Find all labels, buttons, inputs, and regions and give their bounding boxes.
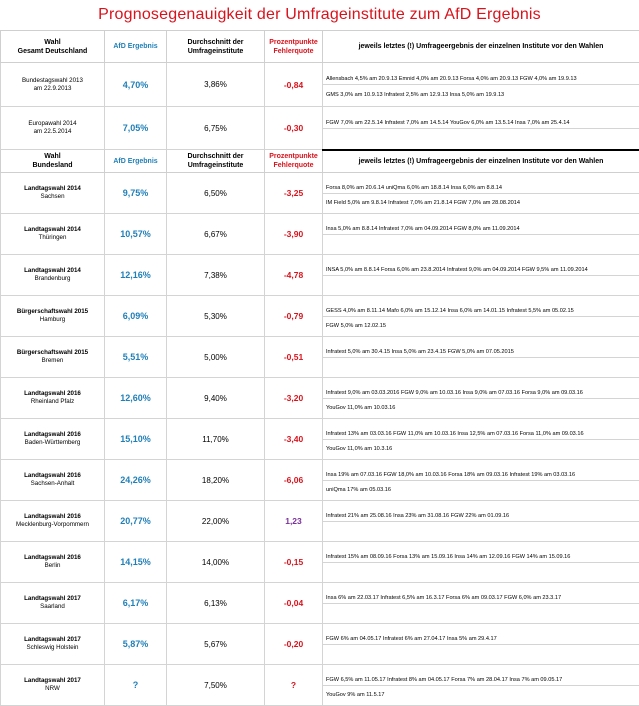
election-type: Landtagswahl 2017 <box>3 636 102 644</box>
institute-polls-line2: uniQma 17% am 05.03.16 <box>323 481 639 501</box>
institute-polls-line2: YouGov 11,0% am 10.03.16 <box>323 399 639 419</box>
institute-polls-line2: GMS 3,0% am 10.9.13 Infratest 2,5% am 12.9.13 Insa 5,0% am 19.9.13 <box>323 85 639 107</box>
election-date: am 22.9.2013 <box>34 85 72 92</box>
election-type: Landtagswahl 2014 <box>3 185 102 193</box>
poll-average: 5,67% <box>167 624 265 665</box>
institute-polls-line1: FGW 7,0% am 22.5.14 Infratest 7,0% am 14.5.14 YouGov 6,0% am 13.5.14 Insa 7,0% am 25.4.14 <box>323 107 639 129</box>
state-name: Thüringen <box>39 234 67 241</box>
election-name <box>1 63 105 107</box>
poll-average: 5,00% <box>167 337 265 378</box>
institute-polls-line1: Insa 6% am 22.03.17 Infratest 6,5% am 16.3.17 Forsa 6% am 09.03.17 FGW 6,0% am 23.3.17 <box>323 583 639 604</box>
error-value: -0,51 <box>265 337 323 378</box>
afd-result: 5,51% <box>105 337 167 378</box>
poll-average: 11,70% <box>167 419 265 460</box>
error-value: ? <box>265 665 323 706</box>
institute-polls-line1: Infratest 13% am 03.03.16 FGW 11,0% am 10.03.16 Insa 12,5% am 07.03.16 Forsa 11,0% am 09.03.16 <box>323 419 639 440</box>
election-name <box>1 378 105 419</box>
col-header-wahl <box>1 31 105 63</box>
institute-polls-line2 <box>323 129 639 150</box>
poll-average: 6,13% <box>167 583 265 624</box>
institute-polls-line2 <box>323 358 639 378</box>
afd-result: 24,26% <box>105 460 167 501</box>
col-header-avg-line1: Durchschnitt der <box>187 39 243 46</box>
table-row <box>1 337 639 358</box>
error-value: 1,23 <box>265 501 323 542</box>
state-name: Saarland <box>40 603 65 610</box>
afd-result: 4,70% <box>105 63 167 107</box>
poll-average: 5,30% <box>167 296 265 337</box>
state-name: Brandenburg <box>35 275 71 282</box>
page-title: Prognosegenauigkeit der Umfrageinstitute zum AfD Ergebnis <box>0 0 639 30</box>
institute-polls-line1: GESS 4,0% am 8.11.14 Mafo 6,0% am 15.12.14 Insa 6,0% am 14.01.15 Infratest 5,5% am 05.02.15 <box>323 296 639 317</box>
col-header-error-line1: Prozentpunkte <box>269 153 318 160</box>
institute-polls-line2 <box>323 522 639 542</box>
col-header-error <box>265 150 323 173</box>
institute-polls-line1: Insa 19% am 07.03.16 FGW 18,0% am 10.03.16 Forsa 18% am 09.03.16 Infratest 19% am 03.03.16 <box>323 460 639 481</box>
error-value: -6,06 <box>265 460 323 501</box>
institute-polls-line2 <box>323 276 639 296</box>
institute-polls-line2: FGW 5,0% am 12.02.15 <box>323 317 639 337</box>
institute-polls-line2: YouGov 9% am 11.5.17 <box>323 686 639 706</box>
table-row <box>1 501 639 522</box>
state-name: Schleswig Holstein <box>27 644 79 651</box>
institute-polls-line1: Infratest 5,0% am 30.4.15 Insa 5,0% am 23.4.15 FGW 5,0% am 07.05.2015 <box>323 337 639 358</box>
poll-average: 6,50% <box>167 173 265 214</box>
poll-average: 18,20% <box>167 460 265 501</box>
poll-average: 22,00% <box>167 501 265 542</box>
election-name <box>1 624 105 665</box>
col-header-error-line2: Fehlerquote <box>273 162 313 169</box>
institute-polls-line1: Infratest 21% am 25.08.16 Insa 23% am 31.08.16 FGW 22% am 01.09.16 <box>323 501 639 522</box>
error-value: -0,15 <box>265 542 323 583</box>
col-header-avg <box>167 31 265 63</box>
error-value: -3,40 <box>265 419 323 460</box>
table-row <box>1 173 639 194</box>
afd-result: 12,16% <box>105 255 167 296</box>
col-header-wahl-line2: Bundesland <box>32 162 72 169</box>
col-header-wahl-line1: Wahl <box>44 153 60 160</box>
poll-average: 6,75% <box>167 107 265 150</box>
poll-average: 7,38% <box>167 255 265 296</box>
table-row <box>1 378 639 399</box>
afd-result: 20,77% <box>105 501 167 542</box>
error-value: -0,30 <box>265 107 323 150</box>
election-type: Landtagswahl 2017 <box>3 595 102 603</box>
election-name <box>1 214 105 255</box>
error-value: -3,90 <box>265 214 323 255</box>
institute-polls-line1: Insa 5,0% am 8.8.14 Infratest 7,0% am 04.09.2014 FGW 8,0% am 11.09.2014 <box>323 214 639 235</box>
election-type: Landtagswahl 2014 <box>3 267 102 275</box>
afd-result: ? <box>105 665 167 706</box>
error-value: -0,04 <box>265 583 323 624</box>
col-header-afd: AfD Ergebnis <box>105 150 167 173</box>
error-value: -4,78 <box>265 255 323 296</box>
poll-average: 3,86% <box>167 63 265 107</box>
institute-polls-line1: Infratest 9,0% am 03.03.2016 FGW 9,0% am 10.03.16 Insa 9,0% am 07.03.16 Forsa 9,0% am 09.03.16 <box>323 378 639 399</box>
institute-polls-line1: Forsa 8,0% am 20.6.14 uniQma 6,0% am 18.8.14 Insa 6,0% am 8.8.14 <box>323 173 639 194</box>
election-name <box>1 173 105 214</box>
col-header-wahl-line1: Wahl <box>44 39 60 46</box>
error-value: -0,84 <box>265 63 323 107</box>
table-row <box>1 460 639 481</box>
election-name <box>1 296 105 337</box>
afd-result: 12,60% <box>105 378 167 419</box>
col-header-avg-line2: Umfrageinstitute <box>188 162 244 169</box>
afd-result: 7,05% <box>105 107 167 150</box>
poll-average: 14,00% <box>167 542 265 583</box>
institute-polls-line2 <box>323 563 639 583</box>
election-type: Landtagswahl 2016 <box>3 390 102 398</box>
state-name: NRW <box>45 685 60 692</box>
state-name: Mecklenburg-Vorpommern <box>16 521 89 528</box>
election-type: Bürgerschaftswahl 2015 <box>3 349 102 357</box>
poll-average: 7,50% <box>167 665 265 706</box>
header-row-states <box>1 150 639 173</box>
state-name: Rheinland Pfalz <box>31 398 74 405</box>
table-row <box>1 255 639 276</box>
afd-result: 9,75% <box>105 173 167 214</box>
afd-result: 6,17% <box>105 583 167 624</box>
afd-result: 6,09% <box>105 296 167 337</box>
table-row <box>1 214 639 235</box>
afd-result: 15,10% <box>105 419 167 460</box>
poll-average: 9,40% <box>167 378 265 419</box>
afd-result: 10,57% <box>105 214 167 255</box>
state-name: Baden-Württemberg <box>25 439 81 446</box>
afd-result: 5,87% <box>105 624 167 665</box>
error-value: -0,20 <box>265 624 323 665</box>
election-name <box>1 665 105 706</box>
header-row-national <box>1 31 639 63</box>
col-header-error <box>265 31 323 63</box>
election-date: am 22.5.2014 <box>34 128 72 135</box>
state-name: Hamburg <box>40 316 65 323</box>
institute-polls-line2: IM Field 5,0% am 9.8.14 Infratest 7,0% am 21.8.14 FGW 7,0% am 28.08.2014 <box>323 194 639 214</box>
table-row <box>1 419 639 440</box>
election-type: Bürgerschaftswahl 2015 <box>3 308 102 316</box>
institute-polls-line1: FGW 6,5% am 11.05.17 Infratest 8% am 04.05.17 Forsa 7% am 28.04.17 Insa 7% am 09.05.17 <box>323 665 639 686</box>
table-row <box>1 542 639 563</box>
col-header-avg-line2: Umfrageinstitute <box>188 48 244 55</box>
prognosis-table <box>0 30 639 706</box>
institute-polls-line1: INSA 5,0% am 8.8.14 Forsa 6,0% am 23.8.2014 Infratest 9,0% am 04.09.2014 FGW 9,5% am 11.09.2014 <box>323 255 639 276</box>
table-row <box>1 107 639 129</box>
table-row <box>1 624 639 645</box>
afd-result: 14,15% <box>105 542 167 583</box>
col-header-wahl <box>1 150 105 173</box>
institute-polls-line1: FGW 6% am 04.05.17 Infratest 6% am 27.04.17 Insa 5% am 29.4.17 <box>323 624 639 645</box>
election-type: Landtagswahl 2016 <box>3 554 102 562</box>
col-header-error-line1: Prozentpunkte <box>269 39 318 46</box>
institute-polls-line2 <box>323 604 639 624</box>
col-header-error-line2: Fehlerquote <box>273 48 313 55</box>
col-header-institutes: jeweils letztes (!) Umfrageergebnis der einzelnen Institute vor den Wahlen <box>323 31 639 63</box>
institute-polls-line2 <box>323 235 639 255</box>
election-name <box>1 542 105 583</box>
col-header-institutes: jeweils letztes (!) Umfrageergebnis der einzelnen Institute vor den Wahlen <box>323 150 639 173</box>
election-type: Landtagswahl 2016 <box>3 431 102 439</box>
col-header-wahl-line2: Gesamt Deutschland <box>18 48 88 55</box>
error-value: -3,25 <box>265 173 323 214</box>
col-header-avg-line1: Durchschnitt der <box>187 153 243 160</box>
election-type: Landtagswahl 2016 <box>3 513 102 521</box>
election-name <box>1 583 105 624</box>
election-type: Landtagswahl 2017 <box>3 677 102 685</box>
table-row <box>1 583 639 604</box>
election-title: Europawahl 2014 <box>28 120 76 127</box>
institute-polls-line2 <box>323 645 639 665</box>
state-name: Sachsen <box>40 193 64 200</box>
election-type: Landtagswahl 2016 <box>3 472 102 480</box>
poll-average: 6,67% <box>167 214 265 255</box>
institute-polls-line2: YouGov 11,0% am 10.3.16 <box>323 440 639 460</box>
election-name <box>1 501 105 542</box>
election-title: Bundestagswahl 2013 <box>22 77 83 84</box>
election-name <box>1 255 105 296</box>
election-name <box>1 107 105 150</box>
election-type: Landtagswahl 2014 <box>3 226 102 234</box>
election-name <box>1 337 105 378</box>
col-header-avg <box>167 150 265 173</box>
state-name: Berlin <box>45 562 61 569</box>
error-value: -3,20 <box>265 378 323 419</box>
table-row <box>1 63 639 85</box>
election-name <box>1 419 105 460</box>
table-row <box>1 296 639 317</box>
state-name: Sachsen-Anhalt <box>31 480 75 487</box>
institute-polls-line1: Infratest 15% am 08.09.16 Forsa 13% am 15.09.16 Insa 14% am 12.09.16 FGW 14% am 15.09.16 <box>323 542 639 563</box>
error-value: -0,79 <box>265 296 323 337</box>
state-name: Bremen <box>42 357 64 364</box>
institute-polls-line1: Allensbach 4,5% am 20.9.13 Emnid 4,0% am 20.9.13 Forsa 4,0% am 20.9.13 FGW 4,0% am 19.9.13 <box>323 63 639 85</box>
col-header-afd: AfD Ergebnis <box>105 31 167 63</box>
election-name <box>1 460 105 501</box>
